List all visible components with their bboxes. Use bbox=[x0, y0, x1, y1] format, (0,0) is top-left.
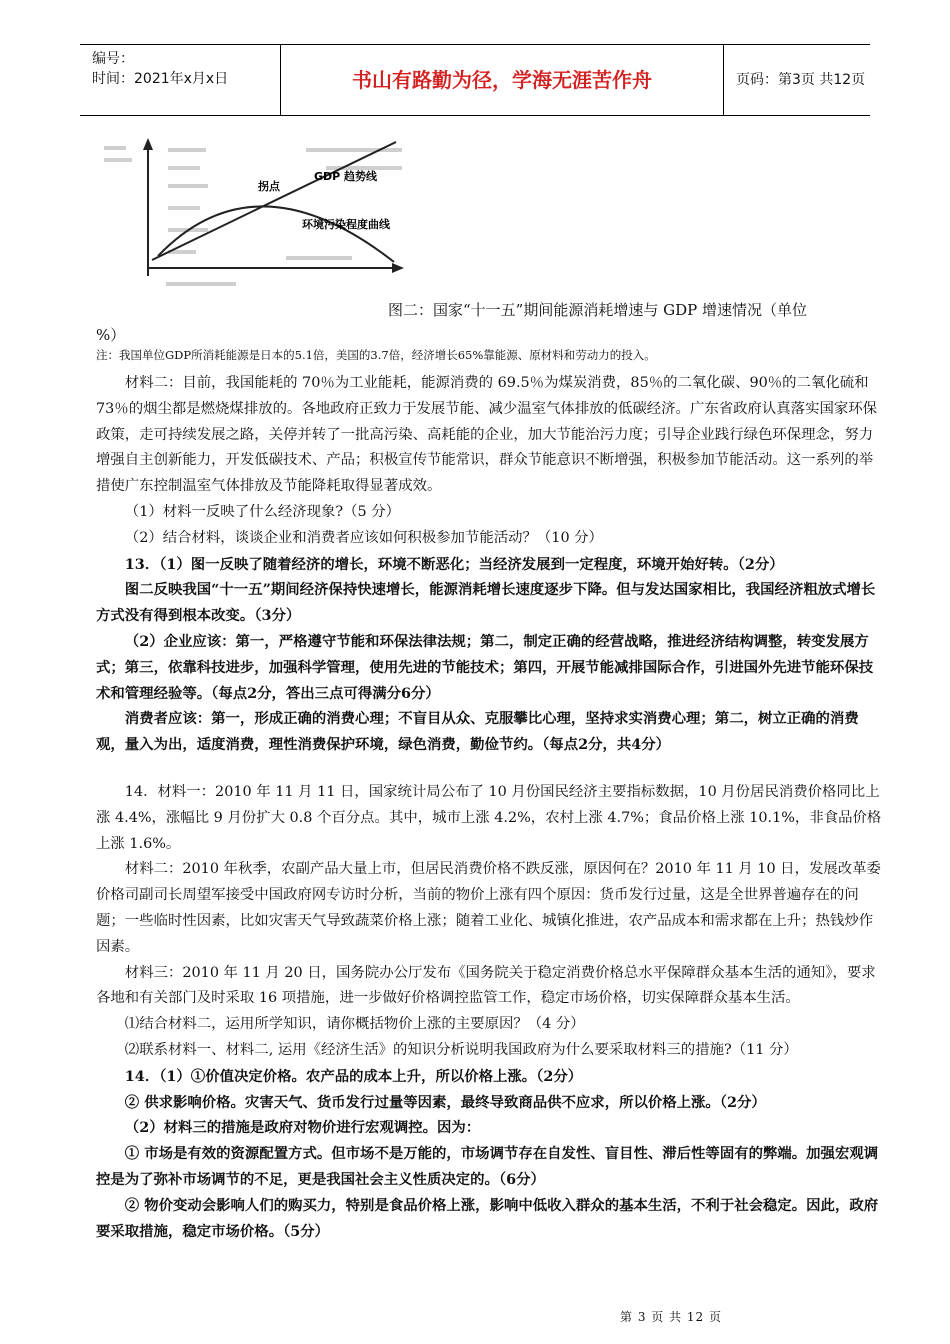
header-motto: 书山有路勤为径，学海无涯苦作舟 bbox=[280, 45, 724, 115]
page-header bbox=[80, 44, 870, 116]
q14-question-1: ⑴结合材料二，运用所学知识，请你概括物价上涨的主要原因？（4 分） bbox=[124, 1016, 585, 1033]
q14-answer-1: 14．（1）①价值决定价格。农产品的成本上升，所以价格上涨。（2分） bbox=[124, 1067, 583, 1085]
q13-answer-3: （2）企业应该：第一，严格遵守节能和环保法律法规；第二，制定正确的经营战略，推进经济结构调整，转变发展方式；第三，依靠科技进步，加强科学管理，使用先进的节能技术；第四，开展节能减排国际合作，引进国外先进节能环保技术和管理经验等。（每点2分，答出三点可得满分6分） bbox=[96, 632, 874, 702]
gdp-trend-line bbox=[152, 142, 396, 260]
caption-line-1: 图二：国家“十一五”期间能源消耗增速与 GDP 增速情况（单位 bbox=[388, 301, 807, 319]
page-footer: 第 3 页 共 12 页 bbox=[620, 1310, 722, 1324]
q13-question-2: （2）结合材料，谈谈企业和消费者应该如何积极参加节能活动？（10 分） bbox=[124, 529, 603, 546]
pollution-curve-label: 环境污染程度曲线 bbox=[302, 218, 390, 231]
q14-material-2: 材料二：2010 年秋季，农副产品大量上市，但居民消费价格不跌反涨，原因何在？2010 年 11 月 10 日，发展改革委价格司副司长周望军接受中国政府网专访时分析，当前的物价上涨有四个原因：货币发行过量，这是全世界普遍存在的问题；一些临时性因素，比如灾害天气导致蔬菜价格上涨；随着工业化、城镇化推进，农产品成本和需求都在上升；热钱炒作因素。 bbox=[96, 861, 881, 955]
q13-answer-1: 13．（1）图一反映了随着经济的增长，环境不断恶化；当经济发展到一定程度，环境开始好转。（2分） bbox=[124, 555, 784, 573]
x-axis-arrow bbox=[392, 263, 404, 273]
economy-environment-figure bbox=[96, 134, 416, 294]
y-axis-arrow bbox=[143, 138, 153, 150]
q13-answer-2: 图二反映我国“十一五”期间经济保持快速增长，能源消耗增长速度逐步下降。但与发达国家相比，我国经济粗放式增长方式没有得到根本改变。（3分） bbox=[96, 581, 876, 625]
header-page-info: 页码：第3页 共12页 bbox=[736, 72, 866, 88]
caption-line-2: %） bbox=[96, 326, 126, 344]
q14-question-2: ⑵联系材料一、材料二, 运用《经济生活》的知识分析说明我国政府为什么要采取材料三的措施?（11 分） bbox=[124, 1041, 798, 1058]
trend-diagram bbox=[96, 134, 416, 294]
q14-answer-4: ① 市场是有效的资源配置方式。但市场不是万能的，市场调节存在自发性、盲目性、滞后性等固有的弊端。加强宏观调控是为了弥补市场调节的不足，更是我国社会主义性质决定的。（6分） bbox=[96, 1145, 879, 1188]
q14-material-3: 材料三：2010 年 11 月 20 日，国务院办公厅发布《国务院关于稳定消费价格总水平保障群众基本生活的通知》，要求各地和有关部门及时采取 16 项措施，进一步做好价格调控监管工作，稳定市场价格，切实保障群众基本生活。 bbox=[96, 964, 876, 1007]
header-time: 时间：2021年x月x日 bbox=[92, 71, 229, 87]
section-gap bbox=[96, 758, 886, 780]
q13-answer-4: 消费者应该：第一，形成正确的消费心理；不盲目从众、克服攀比心理，坚持求实消费心理；第二，树立正确的消费观，量入为出，适度消费，理性消费保护环境，绿色消费，勤俭节约。（每点2分，共4分） bbox=[96, 710, 859, 754]
turning-point-label: 拐点 bbox=[258, 180, 280, 193]
header-number: 编号： bbox=[92, 51, 134, 67]
figure-caption bbox=[96, 298, 886, 348]
header-meta bbox=[92, 49, 228, 89]
q13-question-1: （1）材料一反映了什么经济现象?（5 分） bbox=[124, 503, 401, 520]
figure-note: 注：我国单位GDP所消耗能源是日本的5.1倍，美国的3.7倍，经济增长65%靠能源、原材料和劳动力的投入。 bbox=[96, 348, 656, 362]
gdp-trend-label: GDP 趋势线 bbox=[314, 170, 378, 183]
q14-answer-5: ② 物价变动会影响人们的购买力，特别是食品价格上涨，影响中低收入群众的基本生活，不利于社会稳定。因此，政府要采取措施，稳定市场价格。（5分） bbox=[96, 1196, 879, 1240]
q14-answer-2: ② 供求影响价格。灾害天气、货币发行过量等因素，最终导致商品供不应求，所以价格上涨。（2分） bbox=[124, 1093, 766, 1111]
q14-material-1: 14．材料一：2010 年 11 月 11 日，国家统计局公布了 10 月份国民经济主要指标数据，10 月份居民消费价格同比上涨 4.4%，涨幅比 9 月份扩大 0.8 个百分点。其中，城市上涨 4.2%，农村上涨 4.7%；食品价格上涨 10.1%，非食品价格上涨 1.6%。 bbox=[96, 783, 882, 852]
document-body bbox=[96, 371, 886, 1244]
q13-material-2: 材料二：目前，我国能耗的 70％为工业能耗，能源消费的 69.5％为煤炭消费，85％的二氧化碳、90％的二氧化硫和 73％的烟尘都是燃烧煤排放的。各地政府正致力于发展节能、减少温室气体排放的低碳经济。广东省政府认真落实国家环保政策，走可持续发展之路，关停并转了一批高污染、高耗能的企业，加大节能治污力度；引导企业践行绿色环保理念，努力增强自主创新能力，开发低碳技术、产品；积极宣传节能常识，群众节能意识不断增强，积极参加节能活动。这一系列的举措使广东控制温室气体排放及节能降耗取得显著成效。 bbox=[96, 375, 878, 495]
q14-answer-3: （2）材料三的措施是政府对物价进行宏观调控。因为： bbox=[124, 1119, 481, 1137]
